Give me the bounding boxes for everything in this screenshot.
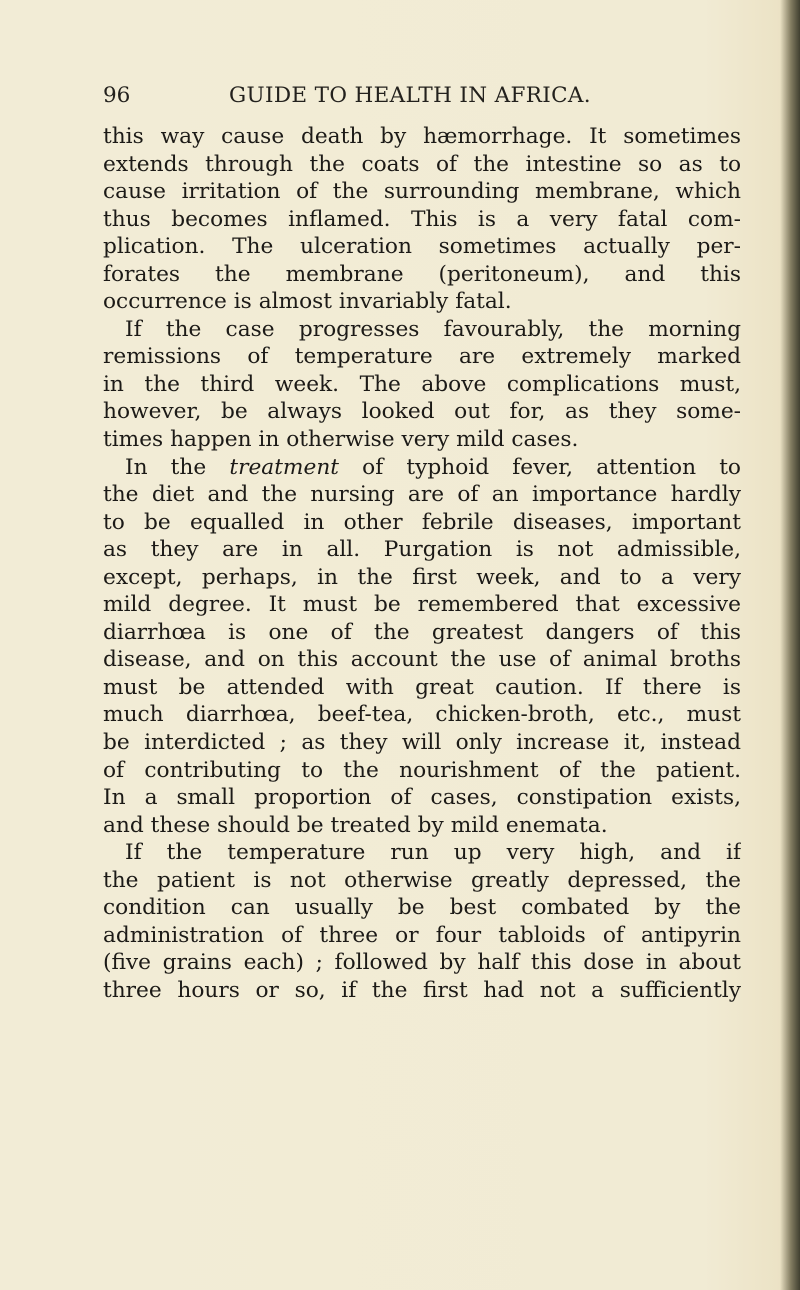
text-line-5: plication. The ulceration sometimes actually per-	[103, 234, 741, 260]
text-line-32: three hours or so, if the first had not a sufficiently	[103, 977, 741, 1003]
text-line-14: the diet and the nursing are of an importance hardly	[103, 482, 741, 508]
page-edge-shadow	[780, 0, 800, 1290]
text-line-11: however, be always looked out for, as they some-	[103, 399, 741, 425]
text-line-24: of contributing to the nourishment of the patient.	[103, 757, 741, 783]
text-line-20: disease, and on this account the use of animal broths	[103, 647, 741, 673]
page-number: 96	[103, 83, 131, 108]
text-line-28: the patient is not otherwise greatly depressed, the	[103, 867, 741, 893]
text-line-2: extends through the coats of the intestine so as to	[103, 151, 741, 177]
treatment-emphasis: treatment	[229, 454, 340, 480]
text-line-18: mild degree. It must be remembered that excessive	[103, 592, 741, 618]
text-line-6: forates the membrane (peritoneum), and this	[103, 261, 741, 287]
text-line-31: (five grains each) ; followed by half this dose in about	[103, 950, 741, 976]
text-line-17: except, perhaps, in the first week, and to a very	[103, 564, 741, 590]
text-line-23: be interdicted ; as they will only increase it, instead	[103, 730, 741, 756]
text-line-9: remissions of temperature are extremely marked	[103, 344, 741, 370]
text-line-12: times happen in otherwise very mild cases.	[103, 427, 579, 453]
body-text	[103, 123, 741, 1005]
text-line-13	[103, 454, 741, 482]
text-line-26: and these should be treated by mild enemata.	[103, 812, 608, 838]
text-line-27: If the temperature run up very high, and if	[125, 840, 741, 866]
text-line-15: to be equalled in other febrile diseases, important	[103, 509, 741, 535]
text-line-25: In a small proportion of cases, constipation exists,	[103, 785, 741, 811]
text-line-3: cause irritation of the surrounding membrane, which	[103, 179, 741, 205]
text-line-19: diarrhœa is one of the greatest dangers of this	[103, 619, 741, 645]
text-line-1: this way cause death by hæmorrhage. It sometimes	[103, 124, 741, 149]
text-line-21: must be attended with great caution. If there is	[103, 674, 741, 700]
text-line-4: thus becomes inflamed. This is a very fatal com-	[103, 206, 741, 232]
text-line-13-before: In the	[125, 454, 230, 480]
text-line-10: in the third week. The above complications must,	[103, 371, 741, 397]
text-line-7: occurrence is almost invariably fatal.	[103, 289, 512, 315]
text-line-29: condition can usually be best combated by the	[103, 895, 741, 921]
text-line-13-after: of typhoid fever, attention to	[339, 454, 741, 480]
text-line-8: If the case progresses favourably, the morning	[125, 316, 741, 342]
text-line-16: as they are in all. Purgation is not admissible,	[103, 537, 741, 563]
running-head	[103, 80, 703, 112]
text-line-22: much diarrhœa, beef-tea, chicken-broth, etc., must	[103, 702, 741, 728]
text-line-30: administration of three or four tabloids of antipyrin	[103, 922, 741, 948]
running-title: GUIDE TO HEALTH IN AFRICA.	[229, 83, 591, 108]
